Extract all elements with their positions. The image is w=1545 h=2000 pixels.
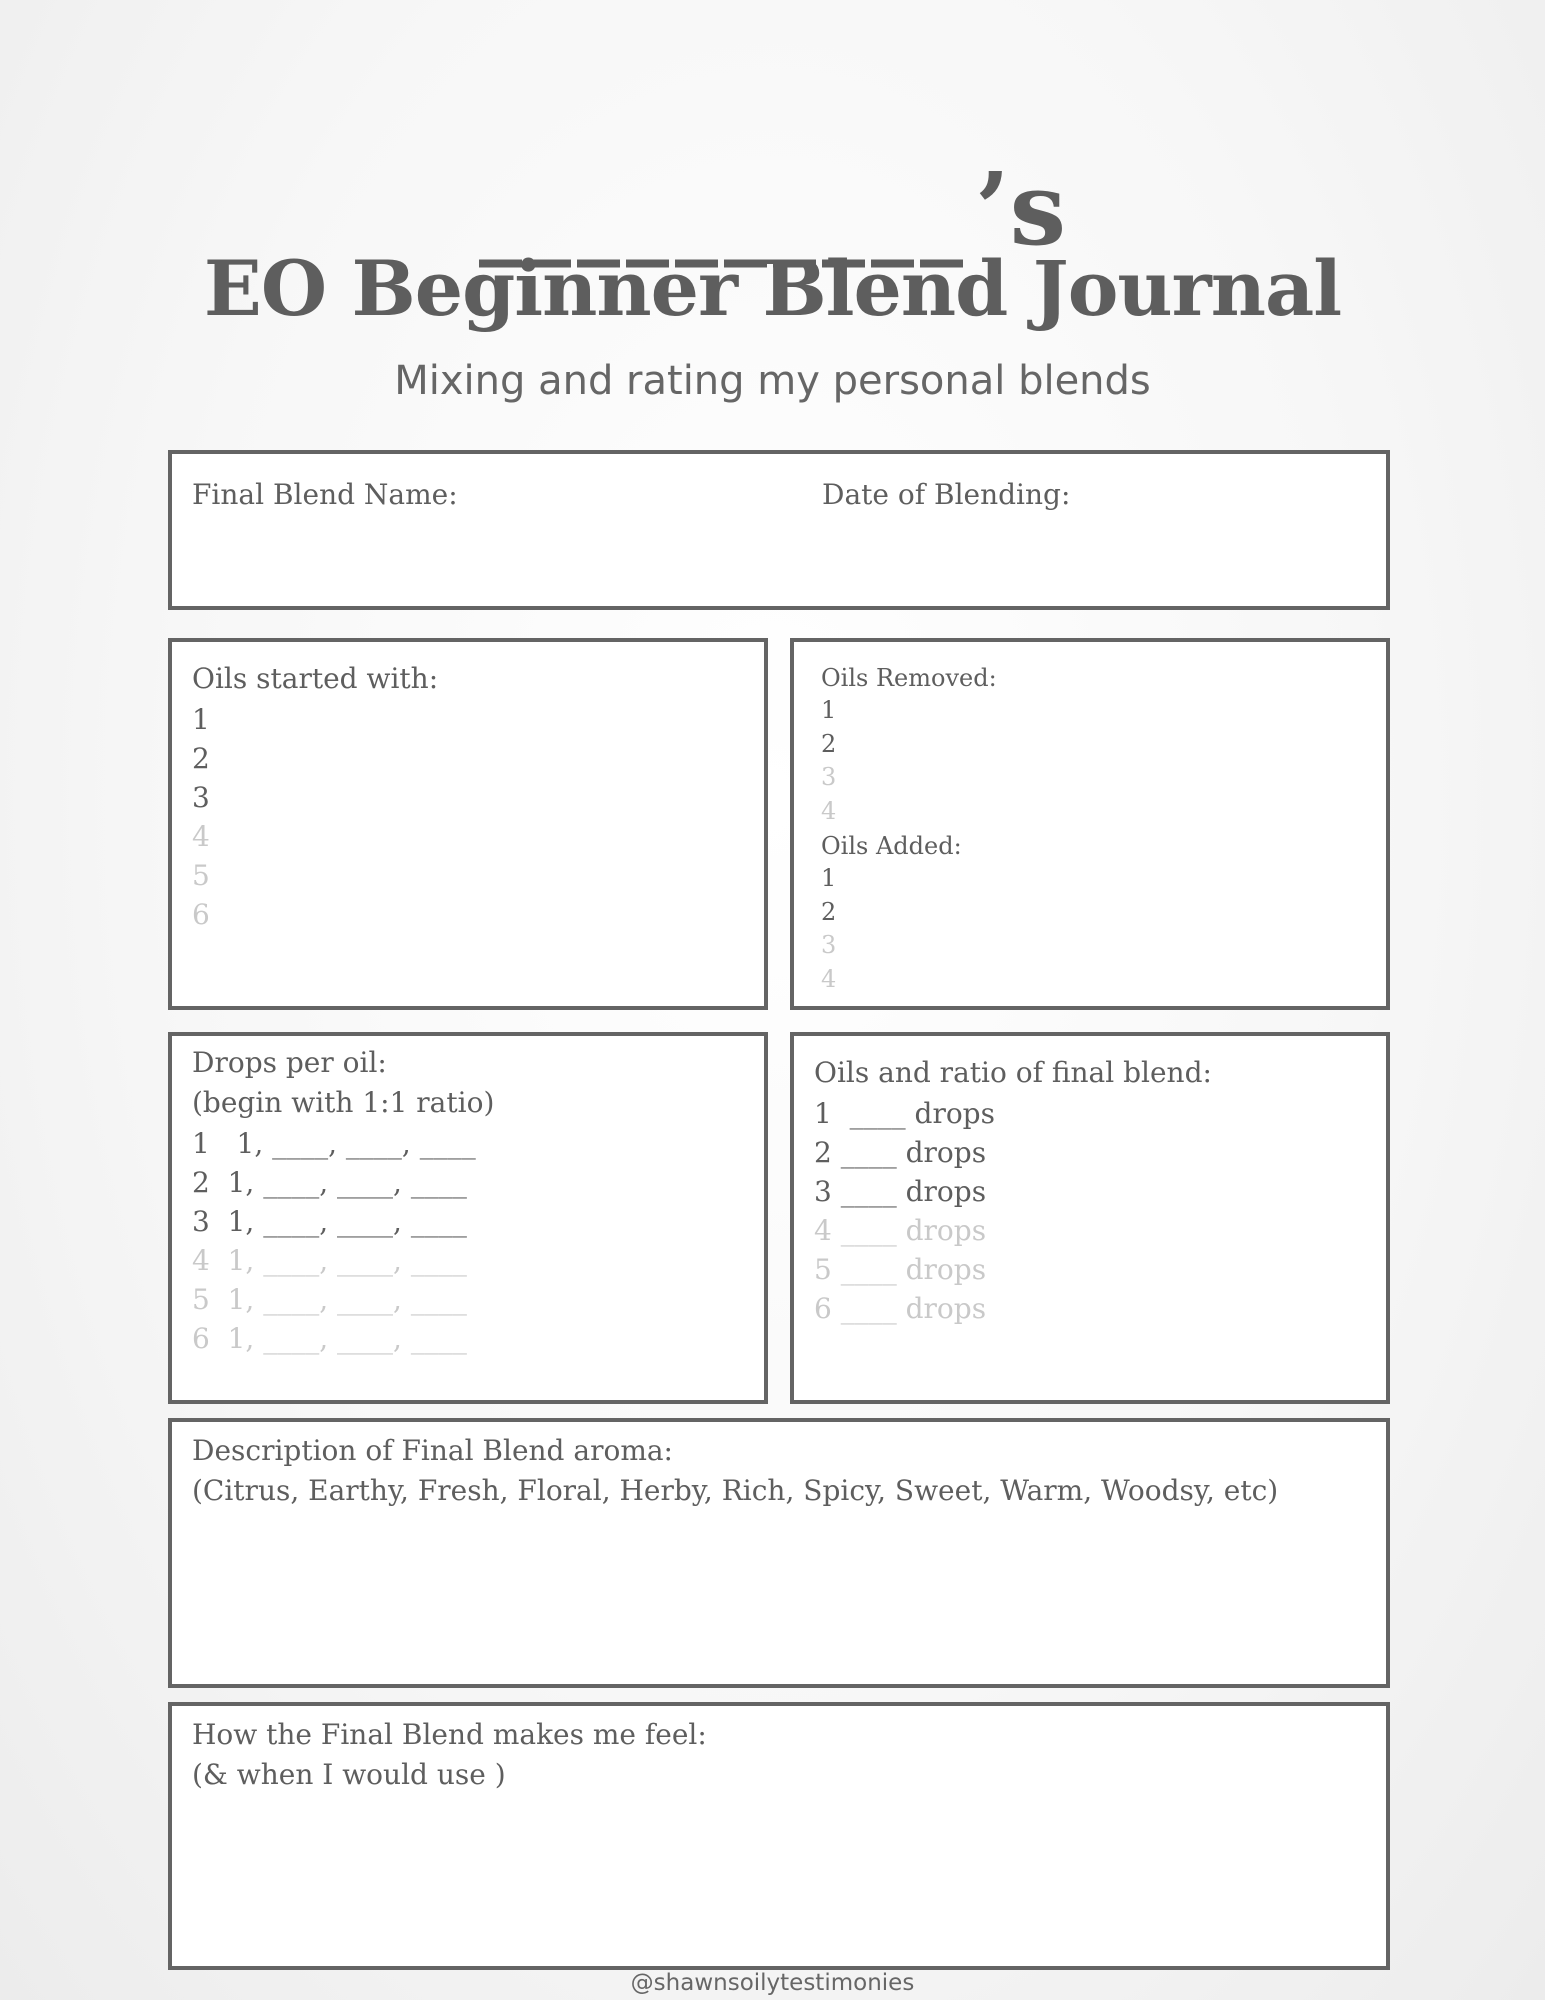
blend-feeling-sublabel: (& when I would use ) [192, 1758, 506, 1791]
list-item[interactable]: 2 ____ drops [814, 1136, 987, 1169]
list-item[interactable]: 4 [821, 964, 837, 993]
list-item[interactable]: 6 [192, 898, 210, 931]
list-item[interactable]: 1 ____ drops [814, 1097, 995, 1130]
drops-per-oil-list [192, 1124, 476, 1358]
blend-name-date-box [168, 450, 1390, 610]
list-item[interactable]: 1 [192, 703, 210, 736]
page-subtitle: Mixing and rating my personal blends [394, 358, 1151, 404]
list-item[interactable]: 5 ____ drops [814, 1253, 987, 1286]
list-item[interactable]: 2 [192, 742, 210, 775]
oils-removed-label: Oils Removed: [821, 664, 997, 692]
page-title: EO Beginner Blend Journal [203, 244, 1342, 333]
final-ratio-list [814, 1094, 995, 1328]
date-of-blending-label: Date of Blending: [822, 478, 1071, 511]
aroma-description-sublabel: (Citrus, Earthy, Fresh, Floral, Herby, Rich, Spicy, Sweet, Warm, Woodsy, etc) [192, 1474, 1279, 1507]
owner-name-blank[interactable]: __________ [478, 167, 969, 268]
list-item[interactable]: 3 [821, 931, 837, 959]
list-item[interactable]: 1 [821, 864, 837, 892]
oils-removed-list [821, 694, 836, 828]
list-item[interactable]: 6 1, ____, ____, ____ [192, 1322, 467, 1355]
list-item[interactable]: 3 1, ____, ____, ____ [192, 1205, 467, 1238]
oils-added-list [821, 862, 836, 996]
list-item[interactable]: 4 ____ drops [814, 1214, 987, 1247]
aroma-description-box[interactable] [168, 1418, 1390, 1688]
list-item[interactable]: 4 1, ____, ____, ____ [192, 1244, 467, 1277]
oils-started-box [168, 638, 768, 1010]
list-item[interactable]: 3 [821, 763, 837, 791]
list-item[interactable]: 2 [821, 729, 837, 758]
list-item[interactable]: 4 [821, 796, 837, 825]
list-item[interactable]: 5 1, ____, ____, ____ [192, 1283, 467, 1316]
final-ratio-box [790, 1032, 1390, 1404]
list-item[interactable]: 2 [821, 897, 837, 926]
list-item[interactable]: 1 1, ____, ____, ____ [192, 1127, 476, 1160]
oils-started-label: Oils started with: [192, 662, 439, 695]
possessive-suffix: ’s [974, 150, 1067, 268]
footer-handle: @shawnsoilytestimonies [630, 1970, 915, 1996]
list-item[interactable]: 1 [821, 696, 837, 724]
list-item[interactable]: 3 ____ drops [814, 1175, 987, 1208]
drops-per-oil-label: Drops per oil: [192, 1046, 387, 1079]
oils-started-list [192, 700, 210, 934]
final-ratio-label: Oils and ratio of final blend: [814, 1056, 1212, 1089]
oils-added-label: Oils Added: [821, 832, 962, 860]
aroma-description-label: Description of Final Blend aroma: [192, 1434, 673, 1467]
list-item[interactable]: 2 1, ____, ____, ____ [192, 1166, 467, 1199]
blend-feeling-box[interactable] [168, 1702, 1390, 1970]
blend-feeling-label: How the Final Blend makes me feel: [192, 1718, 707, 1751]
list-item[interactable]: 3 [192, 781, 210, 814]
list-item[interactable]: 6 ____ drops [814, 1292, 987, 1325]
list-item[interactable]: 5 [192, 859, 210, 892]
list-item[interactable]: 4 [192, 820, 210, 853]
final-blend-name-label: Final Blend Name: [192, 478, 458, 511]
oils-removed-added-box [790, 638, 1390, 1010]
drops-per-oil-sublabel: (begin with 1:1 ratio) [192, 1086, 495, 1119]
drops-per-oil-box [168, 1032, 768, 1404]
